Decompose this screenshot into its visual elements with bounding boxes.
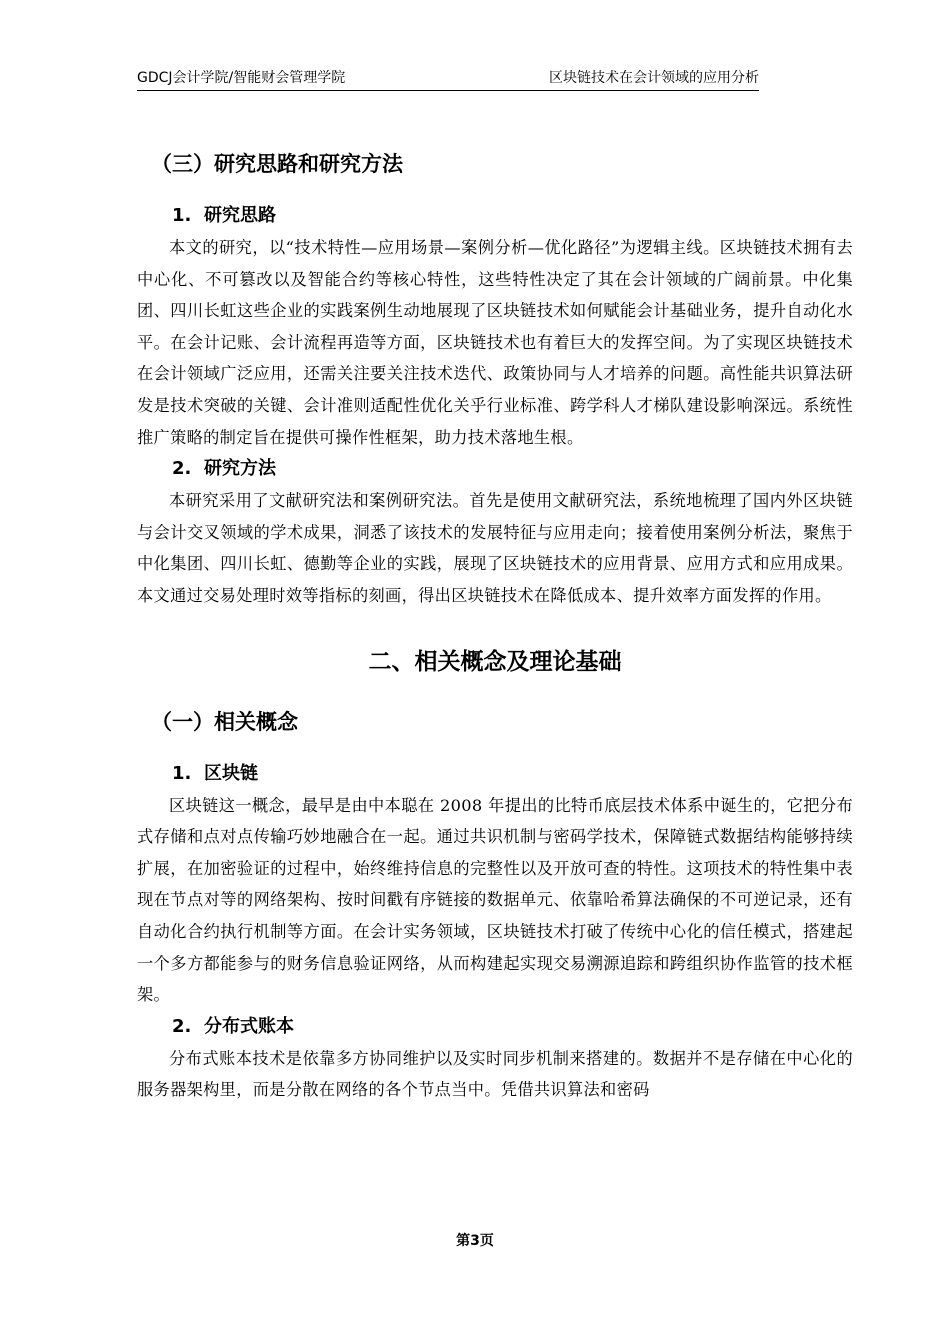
subheading-text: 研究方法 xyxy=(204,458,276,480)
subheading-research-method xyxy=(137,453,853,485)
paragraph-blockchain: 区块链这一概念，最早是由中本聪在 2008 年提出的比特币底层技术体系中诞生的，它把分布式存储和点对点传输巧妙地融合在一起。通过共识机制与密码学技术，保障链式数据结构能够持续扩展，在加密验证的过程中，始终维持信息的完整性以及开放可查的特性。这项技术的特性集中表现在节点对等的网络架构、按时间戳有序链接的数据单元、依靠哈希算法确保的不可逆记录，还有自动化合约执行机制等方面。在会计实务领域，区块链技术打破了传统中心化的信任模式，搭建起一个多方都能参与的财务信息验证网络，从而构建起实现交易溯源追踪和跨组织协作监管的技术框架。 xyxy=(137,795,853,1005)
subheading-number: 1. xyxy=(172,762,192,784)
header-institution: GDCJ会计学院/智能财会管理学院 xyxy=(137,70,346,86)
paragraph-research-method: 本研究采用了文献研究法和案例研究法。首先是使用文献研究法，系统地梳理了国内外区块链与会计交叉领域的学术成果，洞悉了该技术的发展特征与应用走向；接着使用案例分析法，聚焦于中化集团、四川长虹、德勤等企业的实践，展现了区块链技术的应用背景、应用方式和应用成果。本文通过交易处理时效等指标的刻画，得出区块链技术在降低成本、提升效率方面发挥的作用。 xyxy=(137,491,853,605)
page-header xyxy=(137,68,759,91)
subheading-text: 区块链 xyxy=(204,762,258,784)
subheading-text: 分布式账本 xyxy=(204,1015,294,1037)
paragraph-research-idea: 本文的研究，以“技术特性—应用场景—案例分析—优化路径”为逻辑主线。区块链技术拥有去中心化、不可篡改以及智能合约等核心特性，这些特性决定了其在会计领域的广阔前景。中化集团、四川长虹这些企业的实践案例生动地展现了区块链技术如何赋能会计基础业务，提升自动化水平。在会计记账、会计流程再造等方面，区块链技术也有着巨大的发挥空间。为了实现区块链技术在会计领域广泛应用，还需关注要关注技术迭代、政策协同与人才培养的问题。高性能共识算法研发是技术突破的关键、会计准则适配性优化关乎行业标准、跨学科人才梯队建设影响深远。系统性推广策略的制定旨在提供可操作性框架，助力技术落地生根。 xyxy=(137,238,853,447)
section-heading-concepts: （一）相关概念 xyxy=(151,709,298,734)
subheading-text: 研究思路 xyxy=(204,205,276,226)
subheading-number: 1. xyxy=(172,205,192,226)
paragraph-distributed-ledger: 分布式账本技术是依靠多方协同维护以及实时同步机制来搭建的。数据并不是存储在中心化的服务器架构里，而是分散在网络的各个节点当中。凭借共识算法和密码 xyxy=(137,1048,853,1100)
subheading-blockchain xyxy=(137,758,853,790)
section-heading-research-approach: （三）研究思路和研究方法 xyxy=(151,152,403,176)
subheading-number: 2. xyxy=(172,458,192,480)
page-number: 第3页 xyxy=(456,1233,494,1249)
page-body xyxy=(137,140,853,1106)
subheading-number: 2. xyxy=(172,1015,192,1037)
chapter-heading: 二、相关概念及理论基础 xyxy=(368,648,622,675)
header-paper-title: 区块链技术在会计领域的应用分析 xyxy=(549,70,759,86)
subheading-research-idea xyxy=(137,200,853,232)
subheading-distributed-ledger xyxy=(137,1011,853,1043)
